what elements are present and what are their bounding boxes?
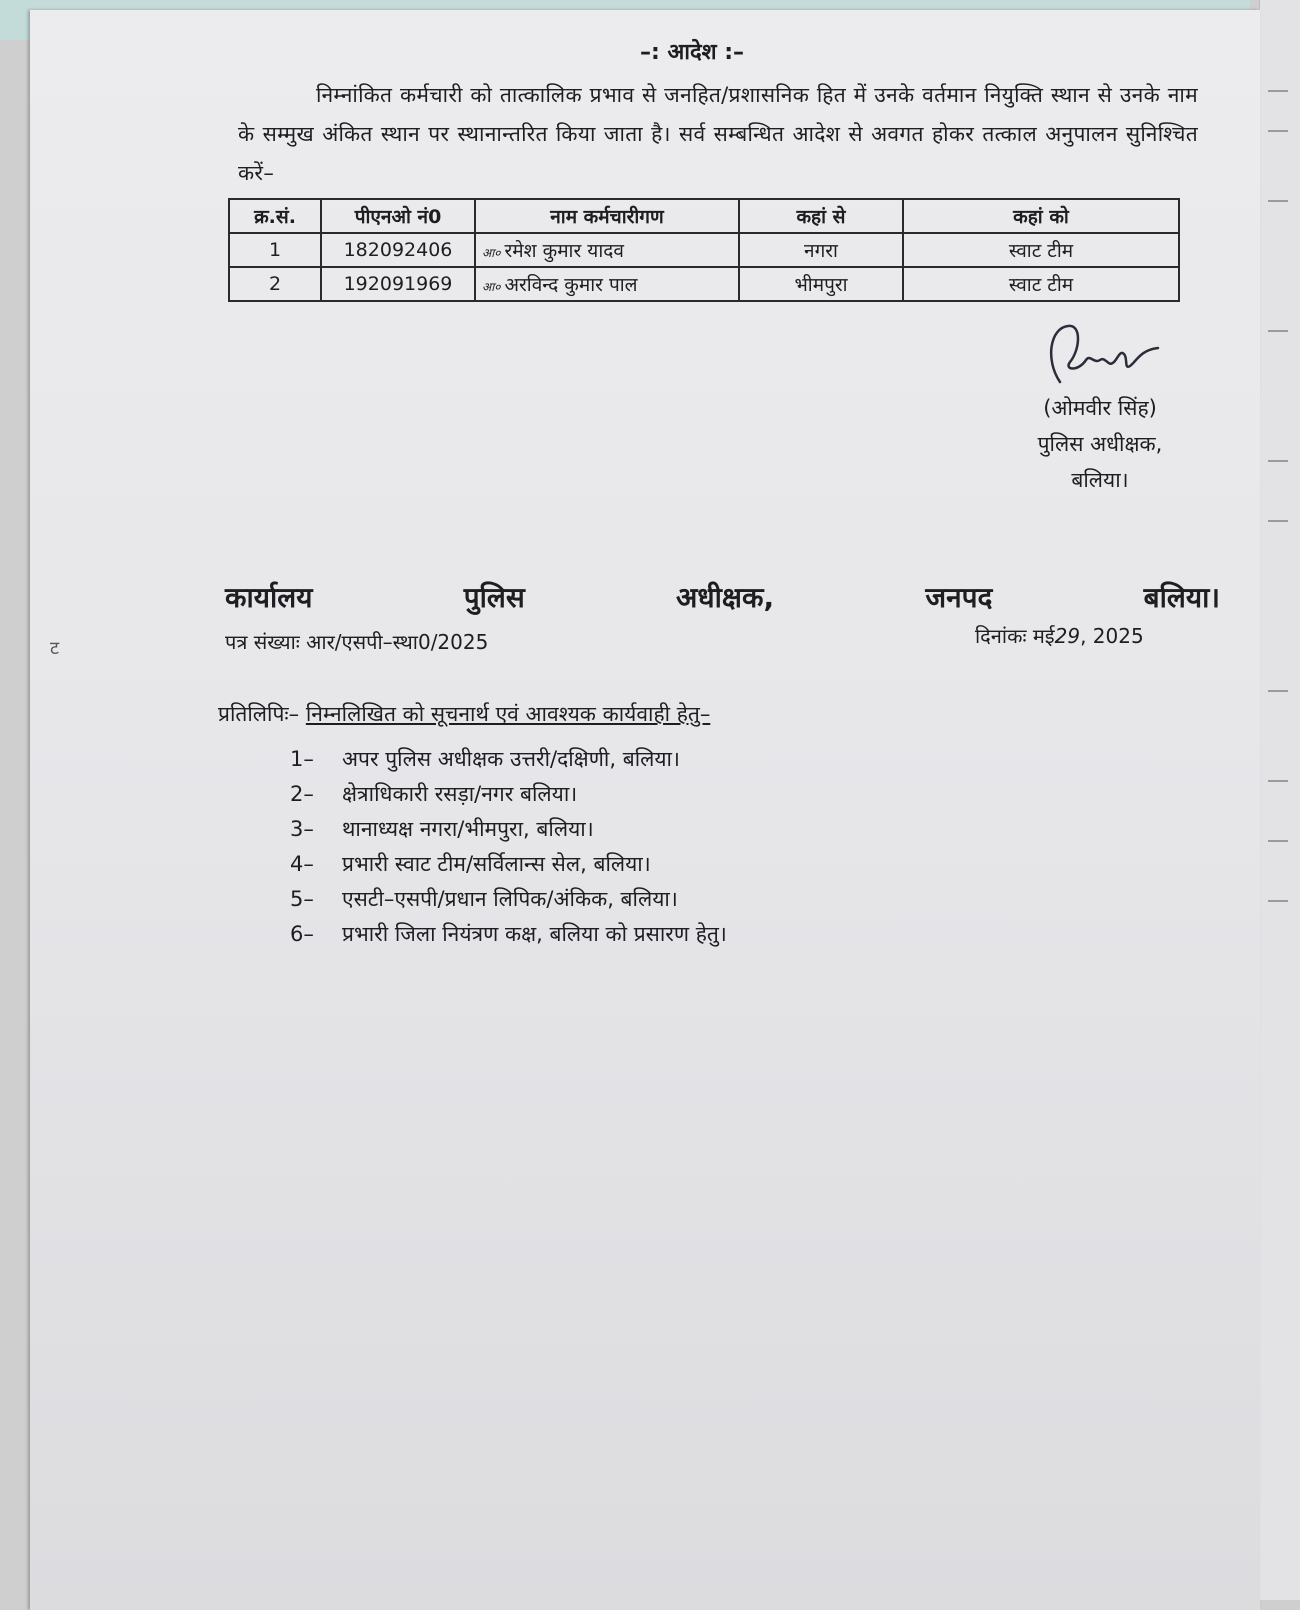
copy-label: प्रतिलिपिः– (218, 702, 300, 726)
handwritten-signature (990, 320, 1210, 390)
table-row (229, 233, 1179, 267)
signature-block (990, 320, 1210, 498)
order-paragraph: निम्नांकित कर्मचारी को तात्कालिक प्रभाव से जनहित/प्रशासनिक हित में उनके वर्तमान नियुक्ति स्थान से उनके नाम के सम्मुख अंकित स्थान पर स्थानान्तरित किया जाता है। सर्व सम्बन्धित आदेश से अवगत होकर तत्काल अनुपालन सुनिश्चित करें– (238, 83, 1198, 185)
header-from: कहां से (739, 199, 903, 233)
list-item-text: थानाध्यक्ष नगरा/भीमपुरा, बलिया। (342, 817, 594, 841)
office-word: कार्यालय (225, 581, 313, 614)
underlying-page-edge (1259, 0, 1300, 1600)
table-header-row (229, 199, 1179, 233)
date-label: दिनांकः मई (975, 624, 1055, 648)
office-word: जनपद (925, 581, 993, 614)
margin-mark: ट (50, 638, 60, 659)
office-word: बलिया। (1143, 581, 1220, 614)
list-item-text: प्रभारी जिला नियंत्रण कक्ष, बलिया को प्रसारण हेतु। (342, 922, 727, 946)
list-item-text: क्षेत्राधिकारी रसड़ा/नगर बलिया। (342, 782, 578, 806)
list-item (290, 847, 727, 882)
cell-from: भीमपुरा (739, 267, 903, 301)
cell-from: नगरा (739, 233, 903, 267)
list-item (290, 742, 727, 777)
header-serial: क्र.सं. (229, 199, 321, 233)
cell-to: स्वाट टीम (903, 267, 1179, 301)
cell-name (475, 267, 739, 301)
list-item (290, 812, 727, 847)
list-item-number: 6– (290, 922, 314, 946)
office-word: अधीक्षक, (676, 581, 775, 614)
list-item-text: एसटी–एसपी/प्रधान लिपिक/अंकिक, बलिया। (342, 887, 678, 911)
transfer-table (228, 198, 1180, 302)
list-item-text: प्रभारी स्वाट टीम/सर्विलान्स सेल, बलिया। (342, 852, 651, 876)
rank-abbrev: आ० (482, 280, 501, 294)
list-item-number: 3– (290, 817, 314, 841)
letter-date (975, 622, 1144, 649)
office-title (225, 578, 1220, 616)
list-item-text: अपर पुलिस अधीक्षक उत्तरी/दक्षिणी, बलिया। (342, 747, 680, 771)
header-pno: पीएनओ नं0 (321, 199, 475, 233)
employee-name: अरविन्द कुमार पाल (504, 274, 638, 296)
list-item-number: 4– (290, 852, 314, 876)
list-item (290, 777, 727, 812)
header-name: नाम कर्मचारीगण (475, 199, 739, 233)
rank-abbrev: आ० (482, 246, 501, 260)
signatory-designation: पुलिस अधीक्षक, (1037, 432, 1163, 456)
copy-to-list (290, 742, 727, 952)
employee-name: रमेश कुमार यादव (504, 240, 624, 262)
office-word: पुलिस (463, 581, 525, 614)
date-day-handwritten: 29 (1054, 624, 1081, 648)
signatory-district: बलिया। (1071, 468, 1129, 492)
cell-to: स्वाट टीम (903, 233, 1179, 267)
header-to: कहां को (903, 199, 1179, 233)
cell-serial: 1 (229, 233, 321, 267)
signatory-name: (ओमवीर सिंह) (1043, 396, 1157, 420)
cell-pno: 192091969 (321, 267, 475, 301)
table-row (229, 267, 1179, 301)
order-heading: –: आदेश :– (640, 40, 745, 65)
list-item-number: 2– (290, 782, 314, 806)
list-item (290, 917, 727, 952)
cell-serial: 2 (229, 267, 321, 301)
cell-pno: 182092406 (321, 233, 475, 267)
letter-reference: पत्र संख्याः आर/एसपी–स्था0/2025 (225, 630, 489, 654)
date-year: , 2025 (1080, 624, 1144, 648)
list-item (290, 882, 727, 917)
list-item-number: 1– (290, 747, 314, 771)
copy-heading-text: निम्नलिखित को सूचनार्थ एवं आवश्यक कार्यवाही हेतु– (305, 702, 711, 726)
cell-name (475, 233, 739, 267)
copy-to-heading (218, 700, 710, 728)
list-item-number: 5– (290, 887, 314, 911)
